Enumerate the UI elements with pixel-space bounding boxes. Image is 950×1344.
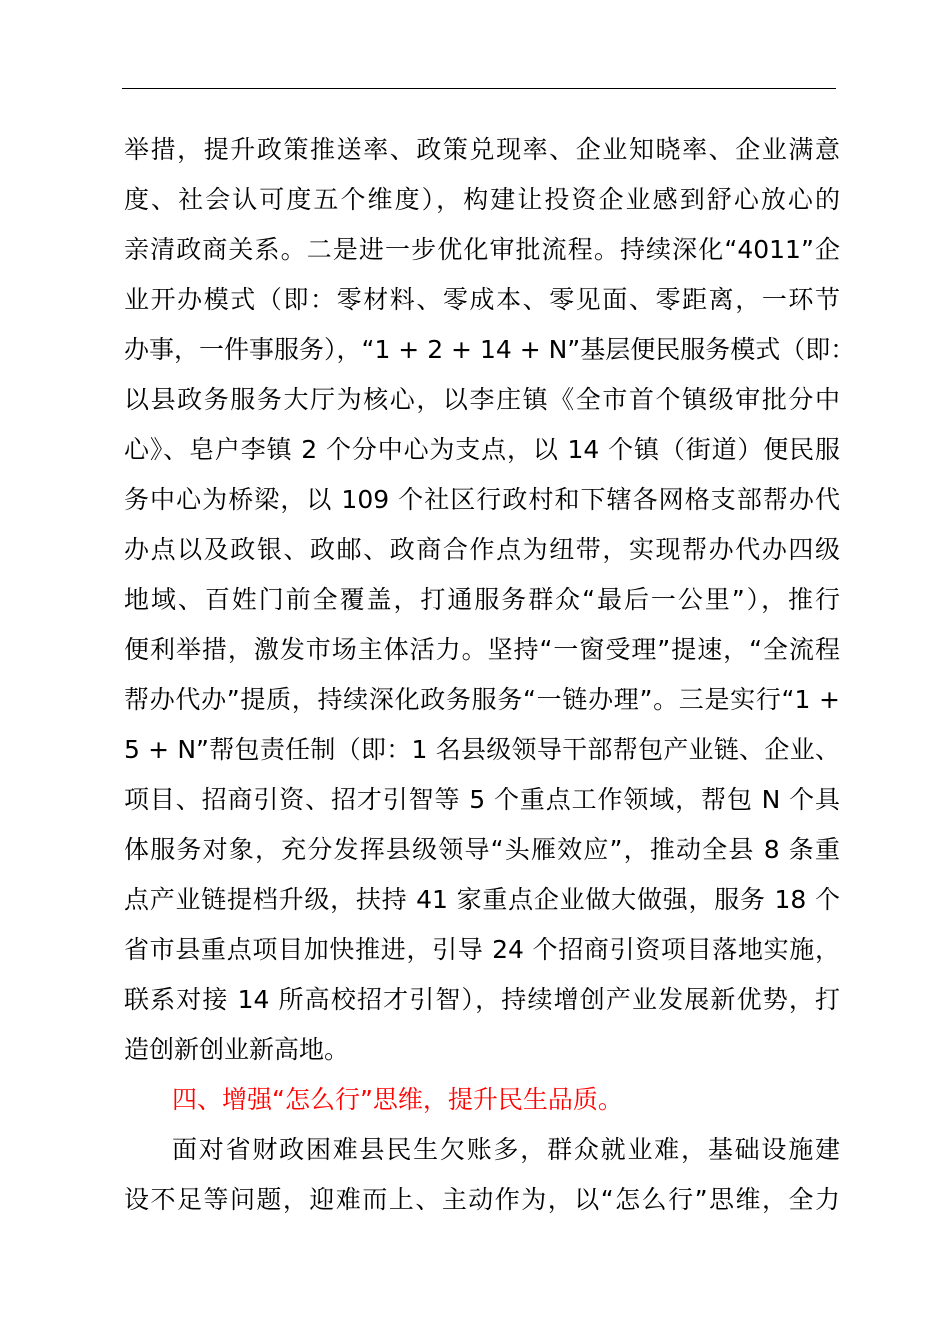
- body-line: 地域、百姓门前全覆盖，打通服务群众“最后一公里”），推行: [124, 585, 840, 614]
- paragraph-line: 设不足等问题，迎难而上、主动作为，以“怎么行”思维，全力: [124, 1185, 840, 1214]
- document-body: [124, 125, 856, 1225]
- paragraph-first-line: 面对省财政困难县民生欠账多，群众就业难，基础设施建: [172, 1135, 840, 1164]
- body-line: 省市县重点项目加快推进，引导 24 个招商引资项目落地实施，: [124, 935, 840, 964]
- body-line: 以县政务服务大厅为核心，以李庄镇《全市首个镇级审批分中: [124, 385, 840, 414]
- body-line: 帮办代办”提质，持续深化政务服务“一链办理”。三是实行“1 +: [124, 685, 840, 714]
- body-line: 点产业链提档升级，扶持 41 家重点企业做大做强，服务 18 个: [124, 885, 840, 914]
- body-line: 亲清政商关系。二是进一步优化审批流程。持续深化“4011”企: [124, 235, 840, 264]
- body-line: 务中心为桥梁，以 109 个社区行政村和下辖各网格支部帮办代: [124, 485, 840, 514]
- body-line: 心》、皂户李镇 2 个分中心为支点，以 14 个镇（街道）便民服: [124, 435, 840, 464]
- section-heading: 四、增强“怎么行”思维，提升民生品质。: [172, 1085, 623, 1114]
- body-line: 办点以及政银、政邮、政商合作点为纽带，实现帮办代办四级: [124, 535, 840, 564]
- header-rule: [122, 88, 836, 89]
- body-line: 举措，提升政策推送率、政策兑现率、企业知晓率、企业满意: [124, 135, 840, 164]
- body-line: 联系对接 14 所高校招才引智），持续增创产业发展新优势，打: [124, 985, 840, 1014]
- body-line: 体服务对象，充分发挥县级领导“头雁效应”，推动全县 8 条重: [124, 835, 840, 864]
- body-line: 度、社会认可度五个维度），构建让投资企业感到舒心放心的: [124, 185, 840, 214]
- body-line: 办事，一件事服务），“1 + 2 + 14 + N”基层便民服务模式（即：: [124, 335, 856, 364]
- body-line: 业开办模式（即：零材料、零成本、零见面、零距离，一环节: [124, 285, 840, 314]
- body-line: 5 + N”帮包责任制（即：1 名县级领导干部帮包产业链、企业、: [124, 735, 840, 764]
- body-line: 便利举措，激发市场主体活力。坚持“一窗受理”提速，“全流程: [124, 635, 840, 664]
- body-line: 项目、招商引资、招才引智等 5 个重点工作领域，帮包 N 个具: [124, 785, 840, 814]
- body-line-last: 造创新创业新高地。: [124, 1035, 350, 1064]
